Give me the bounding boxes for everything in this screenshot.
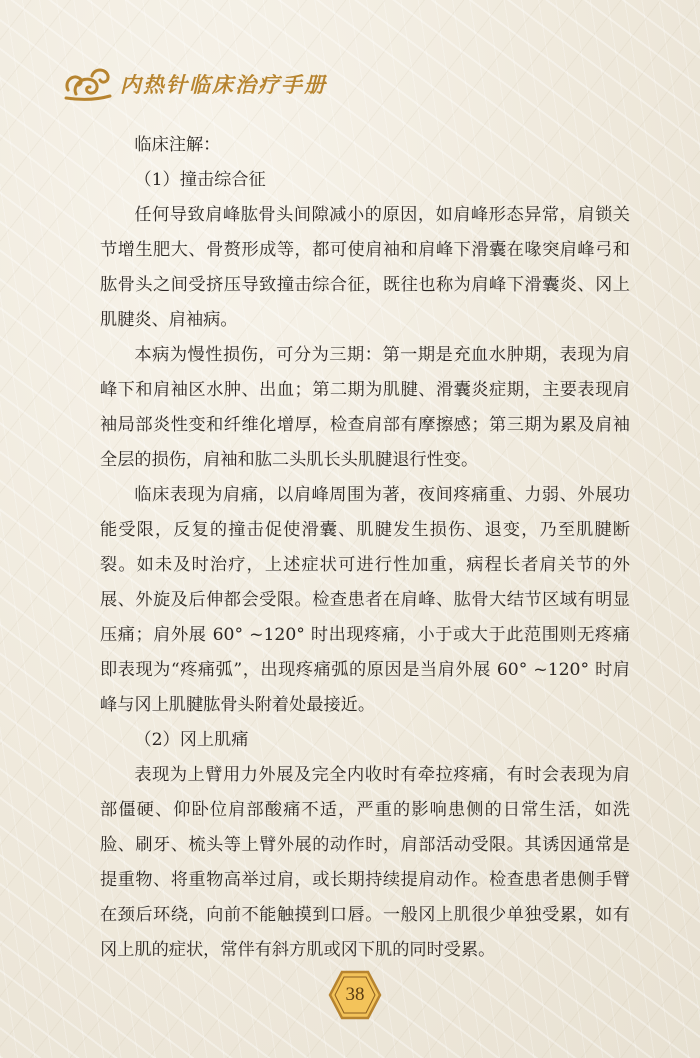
cloud-scroll-logo-icon (62, 64, 114, 104)
section-heading-impingement: （1）撞击综合征 (134, 170, 266, 190)
section-heading-supraspinatus: （2）冈上肌痛 (134, 730, 249, 750)
paragraph-1: 任何导致肩峰肱骨头间隙减小的原因，如肩峰形态异常，肩锁关节增生肥大、骨赘形成等，都可使肩袖和肩峰下滑囊在喙突肩峰弓和肱骨头之间受挤压导致撞击综合征，既往也称为肩峰下滑囊炎、冈上肌腱炎、肩袖病。 (100, 205, 630, 330)
clinical-note-label: 临床注解： (134, 135, 221, 155)
page-body (100, 128, 630, 968)
paragraph-4: 表现为上臂用力外展及完全内收时有牵拉疼痛，有时会表现为肩部僵硬、仰卧位肩部酸痛不适，严重的影响患侧的日常生活，如洗脸、刷牙、梳头等上臂外展的动作时，肩部活动受限。其诱因通常是提重物、将重物高举过肩，或长期持续提肩动作。检查患者患侧手臂在颈后环绕，向前不能触摸到口唇。一般冈上肌很少单独受累，如有冈上肌的症状，常伴有斜方肌或冈下肌的同时受累。 (100, 765, 630, 960)
book-title: 内热针临床治疗手册 (120, 72, 327, 97)
page-header (62, 62, 327, 106)
page-number: 38 (345, 984, 365, 1005)
paragraph-3: 临床表现为肩痛，以肩峰周围为著，夜间疼痛重、力弱、外展功能受限，反复的撞击促使滑囊、肌腱发生损伤、退变，乃至肌腱断裂。如未及时治疗，上述症状可进行性加重，病程长者肩关节的外展、外旋及后伸都会受限。检查患者在肩峰、肱骨大结节区域有明显压痛；肩外展 60° ~120° 时出现疼痛，小于或大于此范围则无疼痛即表现为“疼痛弧”，出现疼痛弧的原因是当肩外展 60° ~120° 时肩峰与冈上肌腱肱骨头附着处最接近。 (100, 485, 630, 715)
paragraph-2: 本病为慢性损伤，可分为三期：第一期是充血水肿期，表现为肩峰下和肩袖区水肿、出血；第二期为肌腱、滑囊炎症期，主要表现肩袖局部炎性变和纤维化增厚，检查肩部有摩擦感；第三期为累及肩袖全层的损伤，肩袖和肱二头肌长头肌腱退行性变。 (100, 345, 630, 470)
page-number-badge (328, 968, 382, 1022)
